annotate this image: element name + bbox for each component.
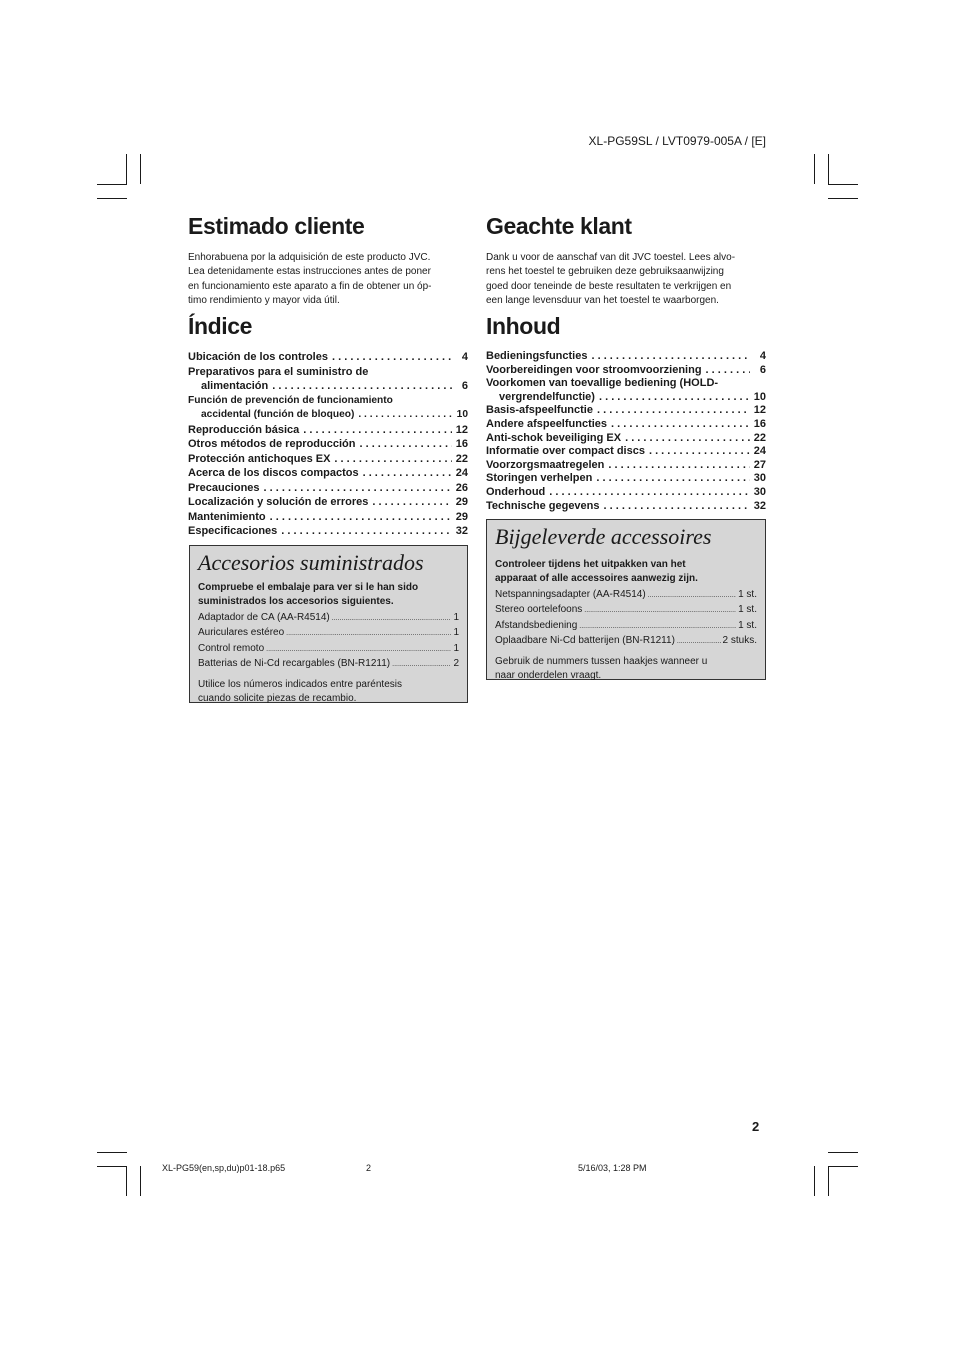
toc-item[interactable]: Bedieningsfuncties . . . 4 xyxy=(486,350,766,364)
greeting-text: Dank u voor de aanschaf van dit JVC toestel. Lees alvo- rens het toestel te gebruiken deze gebruiksaanwijzing goed door teneinde de beste resultaten te verkrijgen en een lange levensduur van het toestel te waarborgen. xyxy=(486,252,736,307)
crop-mark xyxy=(126,1166,127,1196)
greeting-title: Geachte klant xyxy=(486,213,632,239)
accessories-title: Bijgeleverde accessoires xyxy=(495,524,712,549)
crop-mark xyxy=(97,198,127,199)
greeting-title: Estimado cliente xyxy=(188,213,365,239)
crop-mark xyxy=(828,1166,829,1196)
list-item: Oplaadbare Ni-Cd batterijen (BN-R1211) ..... 2 stuks. xyxy=(495,634,757,649)
footer-timestamp: 5/16/03, 1:28 PM xyxy=(578,1163,647,1173)
toc-item[interactable]: accidental (función de bloqueo) . . . 10 xyxy=(188,408,468,423)
toc-item[interactable]: Función de prevención de funcionamiento xyxy=(188,394,393,406)
accessories-note: Utilice los números indicados entre paréntesis cuando solicite piezas de recambio. xyxy=(198,678,402,705)
toc-item[interactable]: Basis-afspeelfunctie . . . 12 xyxy=(486,404,766,418)
toc-item[interactable]: Informatie over compact discs . . . 24 xyxy=(486,445,766,459)
list-item: Afstandsbediening ..... 1 st. xyxy=(495,619,757,634)
accessories-box xyxy=(189,545,468,703)
index-title: Inhoud xyxy=(486,313,561,339)
list-item: Batterias de Ni-Cd recargables (BN-R1211) ..... 2 xyxy=(198,657,459,672)
crop-mark xyxy=(97,1152,127,1153)
toc-item[interactable]: alimentación . . . 6 xyxy=(188,379,468,394)
crop-mark xyxy=(828,1166,858,1167)
list-item: Stereo oortelefoons ..... 1 st. xyxy=(495,603,757,618)
accessories-note: Gebruik de nummers tussen haakjes wanneer u naar onderdelen vraagt. xyxy=(495,655,708,682)
greeting-text: Enhorabuena por la adquisición de este producto JVC. Lea detenidamente estas instrucciones antes de poner en funcionamiento este aparato a fin de obtener un óp- timo rendimiento y mayor vida útil. xyxy=(188,252,432,307)
table-of-contents xyxy=(486,350,766,513)
toc-item[interactable]: Acerca de los discos compactos . . . 24 xyxy=(188,466,468,481)
toc-item[interactable]: Preparativos para el suministro de xyxy=(188,365,369,378)
crop-mark xyxy=(126,154,127,184)
toc-item[interactable]: Anti-schok beveiliging EX . . . 22 xyxy=(486,432,766,446)
crop-mark xyxy=(828,1152,858,1153)
crop-mark xyxy=(828,184,858,185)
footer-file: XL-PG59(en,sp,du)p01-18.p65 xyxy=(162,1163,286,1173)
toc-item[interactable]: vergrendelfunctie) . . . 10 xyxy=(486,391,766,405)
toc-item[interactable]: Localización y solución de errores . . . 29 xyxy=(188,495,468,510)
crop-mark xyxy=(814,1166,815,1196)
toc-item[interactable]: Voorbereidingen voor stroomvoorziening . . . 6 xyxy=(486,364,766,378)
toc-item[interactable]: Voorkomen van toevallige bediening (HOLD- xyxy=(486,377,719,390)
accessories-list xyxy=(495,588,757,650)
toc-item[interactable]: Storingen verhelpen . . . 30 xyxy=(486,472,766,486)
crop-mark xyxy=(97,1166,127,1167)
toc-item[interactable]: Onderhoud . . . 30 xyxy=(486,486,766,500)
toc-item[interactable]: Reproducción básica . . . 12 xyxy=(188,423,468,438)
toc-item[interactable]: Otros métodos de reproducción . . . 16 xyxy=(188,437,468,452)
accessories-box xyxy=(486,519,766,680)
crop-mark xyxy=(828,198,858,199)
crop-mark xyxy=(814,154,815,184)
accessories-list xyxy=(198,611,459,673)
list-item: Adaptador de CA (AA-R4514) ..... 1 xyxy=(198,611,459,626)
accessories-lead: Controleer tijdens het uitpakken van het apparaat of alle accessoires aanwezig zijn. xyxy=(495,559,698,584)
toc-item[interactable]: Technische gegevens . . . 32 xyxy=(486,500,766,514)
toc-item[interactable]: Especificaciones . . . 32 xyxy=(188,524,468,539)
crop-mark xyxy=(97,184,127,185)
toc-item[interactable]: Andere afspeelfuncties . . . 16 xyxy=(486,418,766,432)
crop-mark xyxy=(140,1166,141,1196)
table-of-contents xyxy=(188,350,468,539)
crop-mark xyxy=(828,154,829,184)
toc-item[interactable]: Voorzorgsmaatregelen . . . 27 xyxy=(486,459,766,473)
accessories-lead: Compruebe el embalaje para ver si le han sido suministrados los accesorios siguientes. xyxy=(198,582,419,607)
page-number: 2 xyxy=(752,1119,760,1134)
crop-mark xyxy=(140,154,141,184)
footer-page: 2 xyxy=(366,1163,372,1173)
toc-item[interactable]: Precauciones . . . 26 xyxy=(188,481,468,496)
list-item: Control remoto ..... 1 xyxy=(198,642,459,657)
index-title: Índice xyxy=(188,313,253,339)
toc-item[interactable]: Mantenimiento . . . 29 xyxy=(188,510,468,525)
list-item: Auriculares estéreo ..... 1 xyxy=(198,626,459,641)
accessories-title: Accesorios suministrados xyxy=(198,550,424,575)
document-code: XL-PG59SL / LVT0979-005A / [E] xyxy=(588,134,766,148)
list-item: Netspanningsadapter (AA-R4514) ..... 1 st. xyxy=(495,588,757,603)
toc-item[interactable]: Ubicación de los controles . . . 4 xyxy=(188,350,468,365)
toc-item[interactable]: Protección antichoques EX . . . 22 xyxy=(188,452,468,467)
